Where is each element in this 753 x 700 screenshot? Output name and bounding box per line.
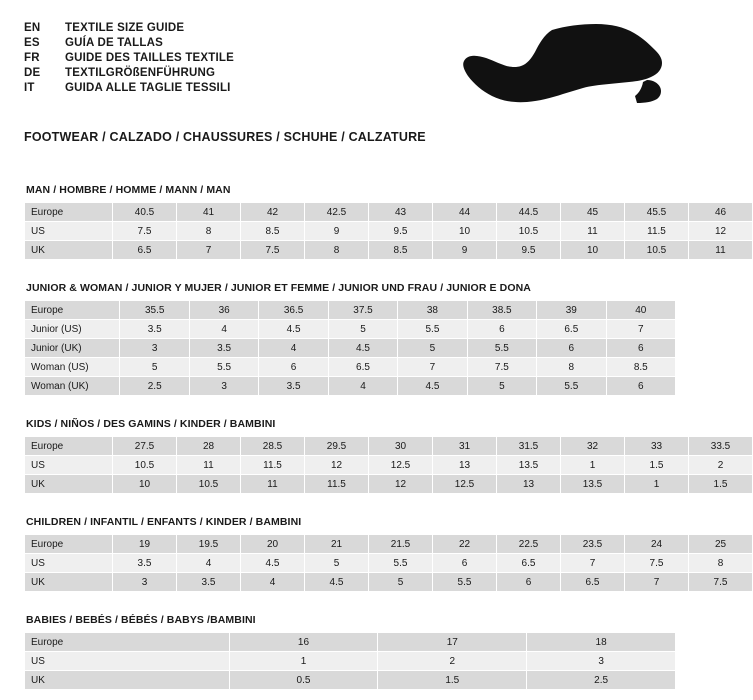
size-cell: 11.5 xyxy=(305,475,369,494)
size-cell: 5.5 xyxy=(369,554,433,573)
size-cell: 4 xyxy=(241,573,305,592)
size-cell: 12 xyxy=(305,456,369,475)
size-cell: 6.5 xyxy=(561,573,625,592)
size-cell: 28.5 xyxy=(241,437,305,456)
table-row xyxy=(25,222,753,241)
section-title: MAN / HOMBRE / HOMME / MANN / MAN xyxy=(26,184,231,196)
size-cell: 43 xyxy=(369,203,433,222)
size-section xyxy=(24,282,676,396)
size-cell: 40 xyxy=(606,301,675,320)
size-cell: 4.5 xyxy=(259,320,328,339)
size-cell: 9 xyxy=(433,241,497,260)
size-cell: 32 xyxy=(561,437,625,456)
size-cell: 19 xyxy=(113,535,177,554)
language-title: GUIDA ALLE TAGLIE TESSILI xyxy=(65,82,231,94)
language-row xyxy=(24,22,234,34)
size-cell: 16 xyxy=(229,633,378,652)
row-label: US xyxy=(25,222,113,241)
size-cell: 2.5 xyxy=(120,377,189,396)
size-cell: 10.5 xyxy=(625,241,689,260)
size-table xyxy=(24,202,753,260)
size-cell: 45.5 xyxy=(625,203,689,222)
language-code: FR xyxy=(24,52,40,64)
size-cell: 45 xyxy=(561,203,625,222)
size-cell: 13.5 xyxy=(497,456,561,475)
size-cell: 4.5 xyxy=(241,554,305,573)
size-cell: 27.5 xyxy=(113,437,177,456)
size-cell: 4.5 xyxy=(328,339,397,358)
size-cell: 7.5 xyxy=(241,241,305,260)
size-table xyxy=(24,436,753,494)
size-cell: 5 xyxy=(328,320,397,339)
size-cell: 24 xyxy=(625,535,689,554)
size-cell: 10.5 xyxy=(497,222,561,241)
size-cell: 1.5 xyxy=(625,456,689,475)
table-row xyxy=(25,535,753,554)
size-cell: 13.5 xyxy=(561,475,625,494)
size-cell: 3 xyxy=(527,652,676,671)
size-cell: 44.5 xyxy=(497,203,561,222)
size-cell: 8.5 xyxy=(606,358,675,377)
section-title: BABIES / BEBÉS / BÉBÉS / BABYS /BAMBINI xyxy=(26,614,256,626)
row-label: Junior (UK) xyxy=(25,339,120,358)
size-cell: 21.5 xyxy=(369,535,433,554)
size-cell: 35.5 xyxy=(120,301,189,320)
size-table xyxy=(24,632,676,690)
size-cell: 40.5 xyxy=(113,203,177,222)
row-label: UK xyxy=(25,475,113,494)
size-cell: 36.5 xyxy=(259,301,328,320)
table-row xyxy=(25,456,753,475)
size-cell: 5.5 xyxy=(398,320,467,339)
language-code: ES xyxy=(24,37,40,49)
language-row xyxy=(24,82,234,94)
size-cell: 4 xyxy=(189,320,258,339)
table-row xyxy=(25,320,676,339)
size-cell: 3.5 xyxy=(259,377,328,396)
table-row xyxy=(25,437,753,456)
size-cell: 44 xyxy=(433,203,497,222)
language-title: TEXTILE SIZE GUIDE xyxy=(65,22,185,34)
size-cell: 5.5 xyxy=(189,358,258,377)
size-cell: 23.5 xyxy=(561,535,625,554)
size-cell: 4 xyxy=(177,554,241,573)
size-cell: 8 xyxy=(689,554,753,573)
language-title: GUIDE DES TAILLES TEXTILE xyxy=(65,52,234,64)
size-cell: 22.5 xyxy=(497,535,561,554)
size-cell: 0.5 xyxy=(229,671,378,690)
size-cell: 10 xyxy=(561,241,625,260)
table-row xyxy=(25,671,676,690)
size-cell: 3 xyxy=(189,377,258,396)
size-cell: 6.5 xyxy=(537,320,606,339)
size-cell: 3.5 xyxy=(113,554,177,573)
size-section xyxy=(24,614,676,690)
size-cell: 22 xyxy=(433,535,497,554)
size-cell: 9.5 xyxy=(497,241,561,260)
size-cell: 5.5 xyxy=(433,573,497,592)
table-row xyxy=(25,301,676,320)
size-cell: 3 xyxy=(113,573,177,592)
size-cell: 5 xyxy=(467,377,536,396)
table-row xyxy=(25,475,753,494)
size-cell: 13 xyxy=(497,475,561,494)
size-cell: 5 xyxy=(369,573,433,592)
size-table xyxy=(24,534,753,592)
size-cell: 1.5 xyxy=(378,671,527,690)
size-cell: 6 xyxy=(467,320,536,339)
size-cell: 12.5 xyxy=(369,456,433,475)
size-cell: 13 xyxy=(433,456,497,475)
size-cell: 10.5 xyxy=(177,475,241,494)
size-cell: 37.5 xyxy=(328,301,397,320)
size-cell: 4.5 xyxy=(305,573,369,592)
size-cell: 6 xyxy=(606,339,675,358)
size-cell: 20 xyxy=(241,535,305,554)
size-cell: 11 xyxy=(177,456,241,475)
table-row xyxy=(25,203,753,222)
size-cell: 31 xyxy=(433,437,497,456)
size-cell: 12 xyxy=(689,222,753,241)
size-cell: 3.5 xyxy=(120,320,189,339)
size-cell: 28 xyxy=(177,437,241,456)
size-cell: 7 xyxy=(606,320,675,339)
size-cell: 5 xyxy=(120,358,189,377)
size-cell: 7 xyxy=(177,241,241,260)
size-cell: 5 xyxy=(398,339,467,358)
row-label: Europe xyxy=(25,437,113,456)
row-label: Europe xyxy=(25,535,113,554)
language-row xyxy=(24,67,234,79)
size-cell: 6.5 xyxy=(328,358,397,377)
size-cell: 18 xyxy=(527,633,676,652)
section-title: CHILDREN / INFANTIL / ENFANTS / KINDER / BAMBINI xyxy=(26,516,302,528)
row-label: Junior (US) xyxy=(25,320,120,339)
size-cell: 6 xyxy=(606,377,675,396)
size-cell: 30 xyxy=(369,437,433,456)
size-cell: 9 xyxy=(305,222,369,241)
size-cell: 11 xyxy=(689,241,753,260)
row-label: UK xyxy=(25,573,113,592)
size-cell: 21 xyxy=(305,535,369,554)
size-section xyxy=(24,184,727,260)
document-header xyxy=(24,22,676,114)
size-cell: 5.5 xyxy=(467,339,536,358)
size-cell: 42.5 xyxy=(305,203,369,222)
size-cell: 11.5 xyxy=(241,456,305,475)
language-row xyxy=(24,52,234,64)
row-label: UK xyxy=(25,241,113,260)
size-cell: 6 xyxy=(497,573,561,592)
row-label: Woman (UK) xyxy=(25,377,120,396)
row-label: Woman (US) xyxy=(25,358,120,377)
size-cell: 12 xyxy=(369,475,433,494)
size-cell: 38 xyxy=(398,301,467,320)
size-tables xyxy=(24,184,731,690)
size-cell: 29.5 xyxy=(305,437,369,456)
size-section xyxy=(24,516,728,592)
size-cell: 1 xyxy=(625,475,689,494)
size-cell: 5.5 xyxy=(537,377,606,396)
row-label: Europe xyxy=(25,633,230,652)
size-cell: 17 xyxy=(378,633,527,652)
table-row xyxy=(25,377,676,396)
size-cell: 33 xyxy=(625,437,689,456)
size-cell: 4 xyxy=(259,339,328,358)
size-cell: 6.5 xyxy=(113,241,177,260)
size-cell: 4 xyxy=(328,377,397,396)
size-section xyxy=(24,418,731,494)
size-cell: 31.5 xyxy=(497,437,561,456)
size-cell: 11 xyxy=(561,222,625,241)
row-label: Europe xyxy=(25,301,120,320)
size-cell: 36 xyxy=(189,301,258,320)
size-cell: 46 xyxy=(689,203,753,222)
size-cell: 8.5 xyxy=(241,222,305,241)
size-cell: 11.5 xyxy=(625,222,689,241)
size-cell: 3 xyxy=(120,339,189,358)
table-row xyxy=(25,554,753,573)
size-cell: 42 xyxy=(241,203,305,222)
table-row xyxy=(25,573,753,592)
size-cell: 8.5 xyxy=(369,241,433,260)
size-cell: 33.5 xyxy=(689,437,753,456)
size-cell: 7.5 xyxy=(689,573,753,592)
row-label: UK xyxy=(25,671,230,690)
size-cell: 8 xyxy=(305,241,369,260)
size-cell: 8 xyxy=(537,358,606,377)
language-title: TEXTILGRÖßENFÜHRUNG xyxy=(65,67,216,79)
size-cell: 7.5 xyxy=(467,358,536,377)
size-cell: 11 xyxy=(241,475,305,494)
size-cell: 3.5 xyxy=(177,573,241,592)
size-cell: 1 xyxy=(229,652,378,671)
size-cell: 7.5 xyxy=(113,222,177,241)
size-cell: 4.5 xyxy=(398,377,467,396)
size-cell: 2 xyxy=(378,652,527,671)
size-cell: 1 xyxy=(561,456,625,475)
table-row xyxy=(25,358,676,377)
size-cell: 41 xyxy=(177,203,241,222)
size-cell: 5 xyxy=(305,554,369,573)
section-title: JUNIOR & WOMAN / JUNIOR Y MUJER / JUNIOR ET FEMME / JUNIOR UND FRAU / JUNIOR E DONA xyxy=(26,282,531,294)
table-row xyxy=(25,241,753,260)
language-code: DE xyxy=(24,67,41,79)
size-cell: 2.5 xyxy=(527,671,676,690)
size-cell: 10 xyxy=(433,222,497,241)
size-cell: 7 xyxy=(561,554,625,573)
table-row xyxy=(25,633,676,652)
size-cell: 6.5 xyxy=(497,554,561,573)
size-cell: 2 xyxy=(689,456,753,475)
size-cell: 7 xyxy=(398,358,467,377)
size-cell: 3.5 xyxy=(189,339,258,358)
row-label: US xyxy=(25,456,113,475)
size-table xyxy=(24,300,676,396)
size-cell: 6 xyxy=(259,358,328,377)
row-label: Europe xyxy=(25,203,113,222)
size-cell: 12.5 xyxy=(433,475,497,494)
section-title: KIDS / NIÑOS / DES GAMINS / KINDER / BAMBINI xyxy=(26,418,276,430)
size-cell: 6 xyxy=(433,554,497,573)
size-cell: 8 xyxy=(177,222,241,241)
dress-shoe-icon xyxy=(454,22,664,114)
size-cell: 39 xyxy=(537,301,606,320)
row-label: US xyxy=(25,554,113,573)
size-cell: 6 xyxy=(537,339,606,358)
size-cell: 25 xyxy=(689,535,753,554)
size-cell: 10.5 xyxy=(113,456,177,475)
size-cell: 19.5 xyxy=(177,535,241,554)
language-row xyxy=(24,37,234,49)
language-code: IT xyxy=(24,82,35,94)
language-code: EN xyxy=(24,22,41,34)
size-cell: 1.5 xyxy=(689,475,753,494)
language-title-list xyxy=(24,22,234,94)
size-cell: 7 xyxy=(625,573,689,592)
size-cell: 10 xyxy=(113,475,177,494)
size-cell: 38.5 xyxy=(467,301,536,320)
size-cell: 9.5 xyxy=(369,222,433,241)
table-row xyxy=(25,652,676,671)
table-row xyxy=(25,339,676,358)
category-line: FOOTWEAR / CALZADO / CHAUSSURES / SCHUHE / CALZATURE xyxy=(24,130,426,144)
row-label: US xyxy=(25,652,230,671)
size-cell: 7.5 xyxy=(625,554,689,573)
language-title: GUÍA DE TALLAS xyxy=(65,37,163,49)
